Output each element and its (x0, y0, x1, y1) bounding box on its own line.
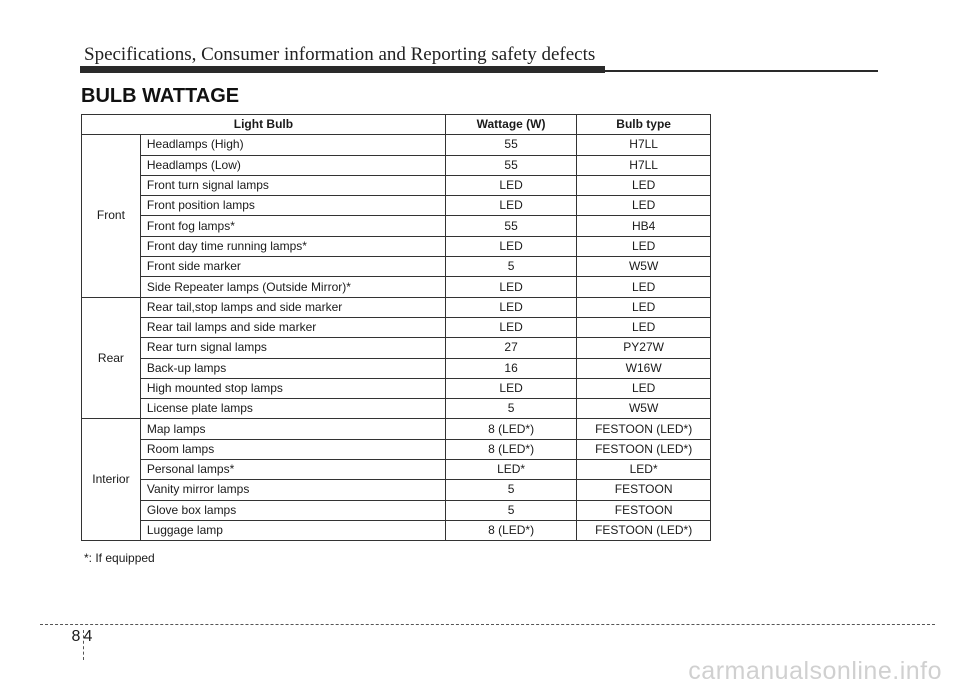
bulb-name-cell: Vanity mirror lamps (140, 480, 445, 500)
bulb-name-cell: Luggage lamp (140, 520, 445, 540)
table-row (82, 317, 711, 337)
table-row (82, 500, 711, 520)
bulb-type-cell: LED (577, 236, 711, 256)
wattage-cell: 55 (445, 135, 576, 155)
bulb-type-cell: LED* (577, 460, 711, 480)
header-rule-thin (605, 70, 878, 72)
wattage-cell: 55 (445, 155, 576, 175)
table-row (82, 480, 711, 500)
page-number-divider (83, 630, 84, 660)
wattage-cell: 16 (445, 358, 576, 378)
wattage-cell: LED (445, 297, 576, 317)
header-title: Specifications, Consumer information and Reporting safety defects (84, 44, 596, 65)
table-header-row (82, 115, 711, 135)
footer-divider (40, 624, 935, 625)
wattage-cell: LED (445, 236, 576, 256)
table-row (82, 236, 711, 256)
bulb-type-cell: LED (577, 277, 711, 297)
wattage-cell: 27 (445, 338, 576, 358)
bulb-name-cell: License plate lamps (140, 399, 445, 419)
bulb-type-cell: FESTOON (LED*) (577, 520, 711, 540)
header-wattage: Wattage (W) (445, 115, 576, 135)
table-row (82, 378, 711, 398)
bulb-name-cell: Side Repeater lamps (Outside Mirror)* (140, 277, 445, 297)
group-label: Front (82, 135, 141, 297)
table-row (82, 155, 711, 175)
bulb-name-cell: Headlamps (High) (140, 135, 445, 155)
bulb-type-cell: W16W (577, 358, 711, 378)
wattage-cell: LED (445, 196, 576, 216)
table-row (82, 196, 711, 216)
wattage-cell: LED (445, 277, 576, 297)
bulb-name-cell: Front fog lamps* (140, 216, 445, 236)
wattage-cell: LED* (445, 460, 576, 480)
header-rule-thick (80, 66, 605, 73)
bulb-type-cell: LED (577, 297, 711, 317)
wattage-cell: 5 (445, 500, 576, 520)
table-row (82, 419, 711, 439)
table-row (82, 175, 711, 195)
table-row (82, 520, 711, 540)
bulb-type-cell: H7LL (577, 155, 711, 175)
wattage-cell: 5 (445, 399, 576, 419)
table-row (82, 277, 711, 297)
table-row (82, 439, 711, 459)
section-title: BULB WATTAGE (81, 85, 240, 107)
wattage-cell: 8 (LED*) (445, 439, 576, 459)
footnote: *: If equipped (84, 551, 155, 565)
bulb-name-cell: Glove box lamps (140, 500, 445, 520)
wattage-cell: 5 (445, 257, 576, 277)
wattage-cell: LED (445, 378, 576, 398)
bulb-name-cell: Front day time running lamps* (140, 236, 445, 256)
bulb-type-cell: LED (577, 196, 711, 216)
bulb-name-cell: Rear tail,stop lamps and side marker (140, 297, 445, 317)
bulb-type-cell: FESTOON (LED*) (577, 439, 711, 459)
bulb-name-cell: Room lamps (140, 439, 445, 459)
bulb-type-cell: FESTOON (577, 500, 711, 520)
chapter-number: 8 (71, 628, 81, 645)
header-light-bulb: Light Bulb (82, 115, 446, 135)
wattage-cell: LED (445, 317, 576, 337)
page-number-value: 4 (83, 628, 93, 645)
header-bulb-type: Bulb type (577, 115, 711, 135)
bulb-type-cell: LED (577, 175, 711, 195)
bulb-type-cell: LED (577, 317, 711, 337)
bulb-name-cell: Rear turn signal lamps (140, 338, 445, 358)
bulb-name-cell: High mounted stop lamps (140, 378, 445, 398)
bulb-type-cell: PY27W (577, 338, 711, 358)
table-row (82, 216, 711, 236)
wattage-cell: 5 (445, 480, 576, 500)
group-label: Rear (82, 297, 141, 419)
table-row (82, 257, 711, 277)
table-row (82, 358, 711, 378)
bulb-name-cell: Front side marker (140, 257, 445, 277)
table-row (82, 399, 711, 419)
wattage-cell: 8 (LED*) (445, 419, 576, 439)
bulb-type-cell: LED (577, 378, 711, 398)
bulb-name-cell: Front position lamps (140, 196, 445, 216)
bulb-type-cell: W5W (577, 399, 711, 419)
table-row (82, 135, 711, 155)
bulb-name-cell: Back-up lamps (140, 358, 445, 378)
bulb-wattage-table (81, 114, 711, 541)
wattage-cell: 55 (445, 216, 576, 236)
group-label: Interior (82, 419, 141, 541)
wattage-cell: 8 (LED*) (445, 520, 576, 540)
table-row (82, 460, 711, 480)
bulb-name-cell: Front turn signal lamps (140, 175, 445, 195)
bulb-type-cell: H7LL (577, 135, 711, 155)
bulb-name-cell: Headlamps (Low) (140, 155, 445, 175)
bulb-type-cell: HB4 (577, 216, 711, 236)
bulb-type-cell: W5W (577, 257, 711, 277)
bulb-type-cell: FESTOON (LED*) (577, 419, 711, 439)
page-number (70, 628, 94, 646)
table-body (82, 135, 711, 541)
table-row (82, 338, 711, 358)
wattage-cell: LED (445, 175, 576, 195)
bulb-name-cell: Rear tail lamps and side marker (140, 317, 445, 337)
bulb-name-cell: Personal lamps* (140, 460, 445, 480)
watermark: carmanualsonline.info (688, 657, 942, 685)
bulb-name-cell: Map lamps (140, 419, 445, 439)
table-row (82, 297, 711, 317)
bulb-type-cell: FESTOON (577, 480, 711, 500)
